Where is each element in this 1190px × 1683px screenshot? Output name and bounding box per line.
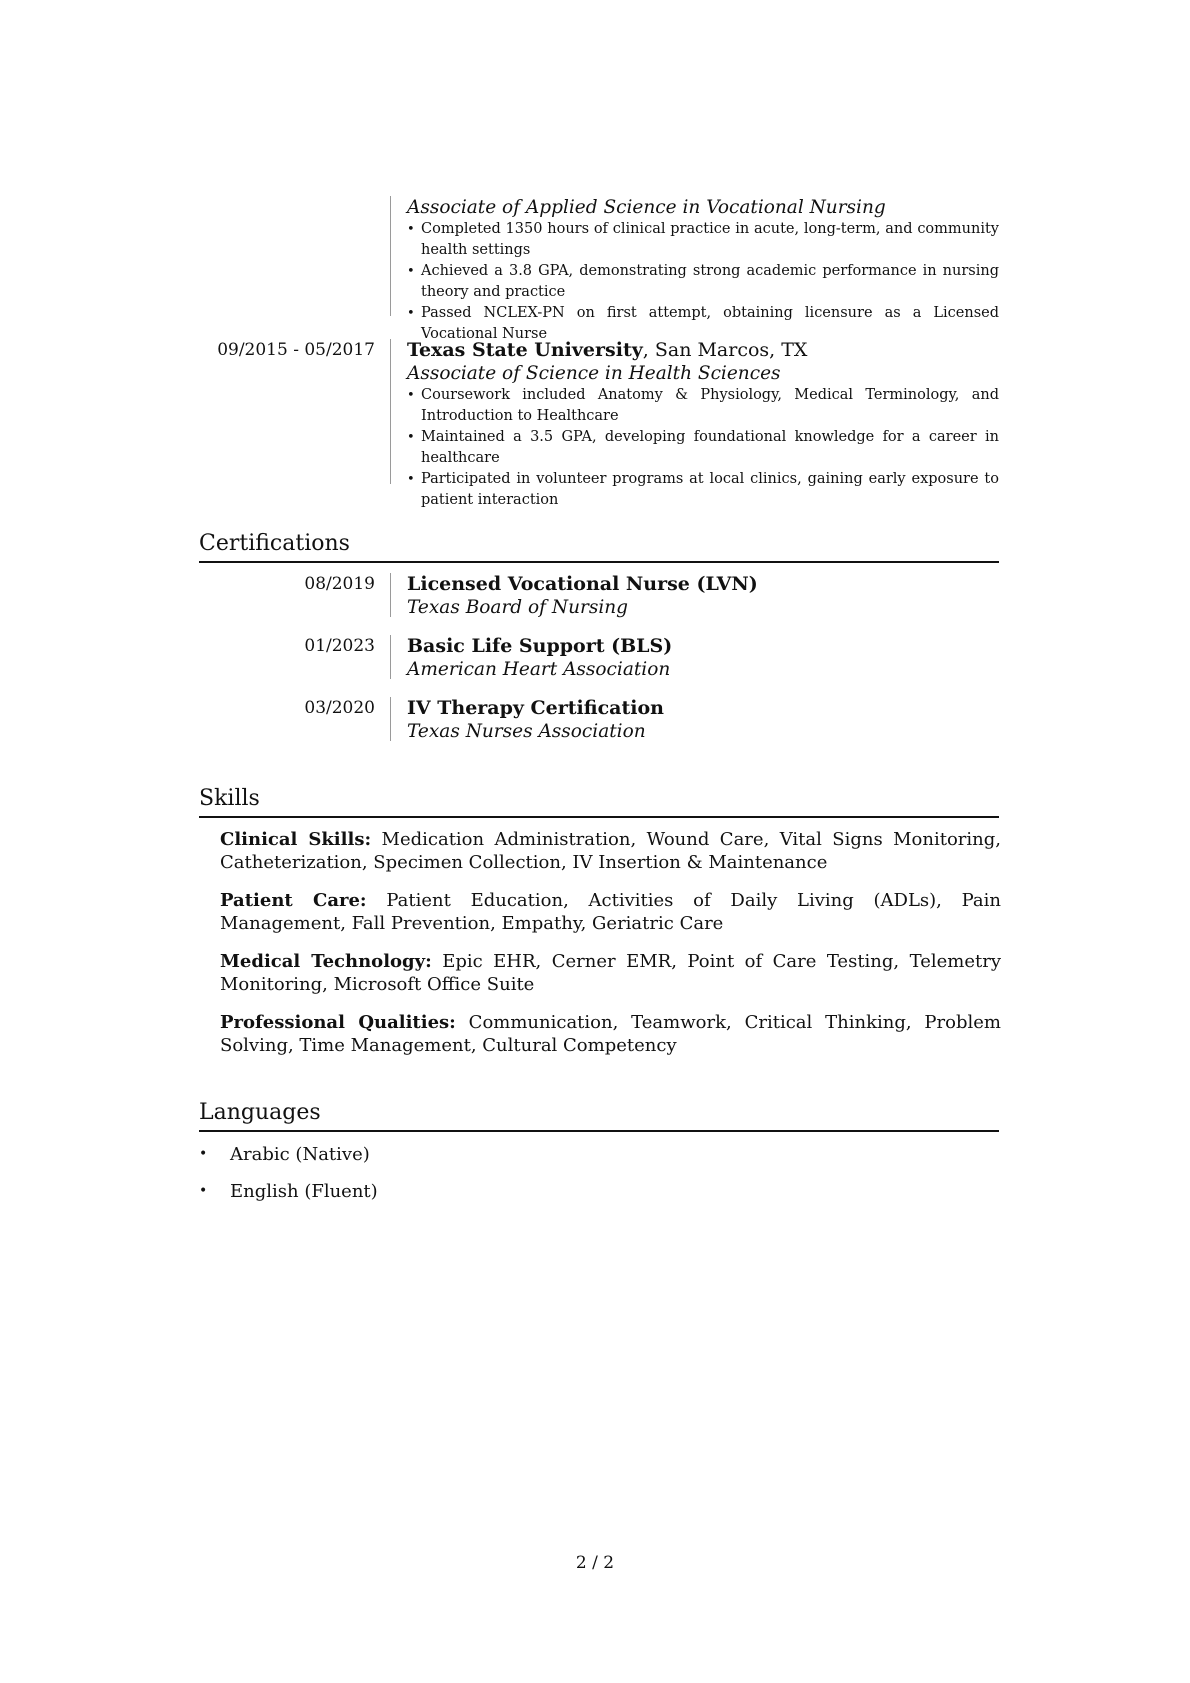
skill-text: Patient Education, Activities of Daily Living (ADLs), Pain Management, Fall Prevention, Empathy, Geriatric Care — [220, 890, 1002, 934]
certification-content — [407, 573, 999, 619]
bullet-icon: • — [199, 1146, 208, 1162]
certification-issuer: Texas Nurses Association — [407, 721, 646, 742]
education-content — [407, 196, 999, 345]
certification-content — [407, 697, 999, 743]
skill-text: Medication Administration, Wound Care, Vital Signs Monitoring, Catheterization, Specimen Collection, IV Insertion & Maintenance — [220, 829, 1001, 873]
education-content — [407, 339, 999, 511]
skill-group — [220, 889, 1001, 935]
skill-label: Clinical Skills: — [220, 829, 372, 850]
education-entry — [0, 196, 1190, 342]
certification-entry — [0, 697, 1190, 741]
timeline-divider — [390, 573, 391, 617]
institution-title — [407, 339, 999, 362]
skill-group — [220, 1011, 1001, 1057]
timeline-divider — [390, 635, 391, 679]
entry-date: 08/2019 — [304, 574, 375, 594]
language-text: English (Fluent) — [230, 1181, 378, 1202]
skill-label: Patient Care: — [220, 890, 367, 911]
timeline-divider — [390, 196, 391, 316]
skill-text: Epic EHR, Cerner EMR, Point of Care Testing, Telemetry Monitoring, Microsoft Office Suite — [220, 951, 1002, 995]
certification-name: Basic Life Support (BLS) — [407, 635, 673, 657]
list-item: • Passed NCLEX-PN on first attempt, obtaining licensure as a Licensed Vocational Nurse — [407, 303, 999, 345]
skill-group — [220, 828, 1001, 874]
education-entry — [0, 339, 1190, 508]
entry-date: 01/2023 — [304, 636, 375, 656]
bullet-icon: • — [199, 1183, 208, 1199]
degree-title: Associate of Science in Health Sciences — [407, 363, 781, 384]
certification-entry — [0, 573, 1190, 617]
entry-date: 09/2015 - 05/2017 — [217, 340, 375, 360]
list-item: • Maintained a 3.5 GPA, developing foundational knowledge for a career in healthcare — [407, 427, 999, 469]
list-item — [199, 1180, 378, 1203]
timeline-divider — [390, 697, 391, 741]
skill-label: Professional Qualities: — [220, 1012, 456, 1033]
list-item — [199, 1143, 370, 1166]
page-number: 2 / 2 — [575, 1553, 615, 1573]
certification-entry — [0, 635, 1190, 679]
section-heading-skills: Skills — [199, 785, 999, 818]
list-item: • Completed 1350 hours of clinical practice in acute, long-term, and community health settings — [407, 219, 999, 261]
certification-name: Licensed Vocational Nurse (LVN) — [407, 573, 758, 595]
section-heading-languages: Languages — [199, 1099, 999, 1132]
language-text: Arabic (Native) — [230, 1144, 370, 1165]
list-item: • Achieved a 3.8 GPA, demonstrating strong academic performance in nursing theory and practice — [407, 261, 999, 303]
certification-content — [407, 635, 999, 681]
section-heading-certifications: Certifications — [199, 530, 999, 563]
list-item: • Participated in volunteer programs at local clinics, gaining early exposure to patient interaction — [407, 469, 999, 511]
education-bullets — [407, 219, 999, 345]
institution-name: Texas State University — [407, 339, 643, 361]
list-item: • Coursework included Anatomy & Physiology, Medical Terminology, and Introduction to Healthcare — [407, 385, 999, 427]
skill-label: Medical Technology: — [220, 951, 432, 972]
certification-name: IV Therapy Certification — [407, 697, 664, 719]
skill-group — [220, 950, 1001, 996]
entry-date: 03/2020 — [304, 698, 375, 718]
degree-title: Associate of Applied Science in Vocational Nursing — [407, 197, 886, 218]
institution-location: , San Marcos, TX — [642, 339, 808, 361]
certification-issuer: American Heart Association — [407, 659, 671, 680]
timeline-divider — [390, 339, 391, 484]
education-bullets — [407, 385, 999, 511]
certification-issuer: Texas Board of Nursing — [407, 597, 628, 618]
skill-text: Communication, Teamwork, Critical Thinking, Problem Solving, Time Management, Cultural Competency — [220, 1012, 1001, 1056]
